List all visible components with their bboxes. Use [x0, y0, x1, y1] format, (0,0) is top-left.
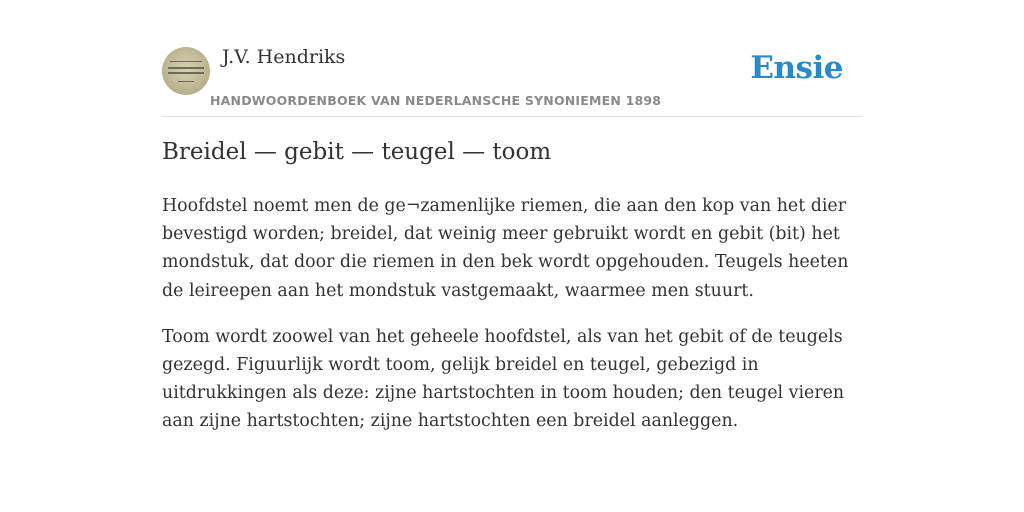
- cover-line: [178, 81, 194, 82]
- entry-body: [162, 192, 862, 454]
- source-link[interactable]: HANDWOORDENBOEK VAN NEDERLANSCHE SYNONIEMEN 1898: [210, 93, 662, 108]
- paragraph: Hoofdstel noemt men de ge¬zamenlijke riemen, die aan den kop van het dier bevestigd worden; breidel, dat weinig meer gebruikt wordt en gebit (bit) het mondstuk, dat door die riemen in den bek wordt opgehouden. Teugels heeten de leireepen aan het mondstuk vastgemaakt, waarmee men stuurt.: [162, 196, 849, 301]
- ensie-logo[interactable]: Ensie: [750, 50, 843, 86]
- entry-title: Breidel — gebit — teugel — toom: [162, 139, 552, 165]
- cover-line: [168, 67, 204, 69]
- book-cover-icon[interactable]: [162, 47, 210, 95]
- cover-line: [168, 72, 204, 74]
- paragraph: Toom wordt zoowel van het geheele hoofdstel, als van het gebit of de teugels gezegd. Figuurlijk wordt toom, gelijk breidel en teugel, gebezigd in uitdrukkingen als deze: zijne hartstochten in toom houden; den teugel vieren aan zijne hartstochten; zijne hartstochten een breidel aanleggen.: [162, 326, 845, 432]
- cover-line: [170, 61, 202, 62]
- header: [162, 40, 862, 117]
- author-link[interactable]: J.V. Hendriks: [222, 46, 346, 68]
